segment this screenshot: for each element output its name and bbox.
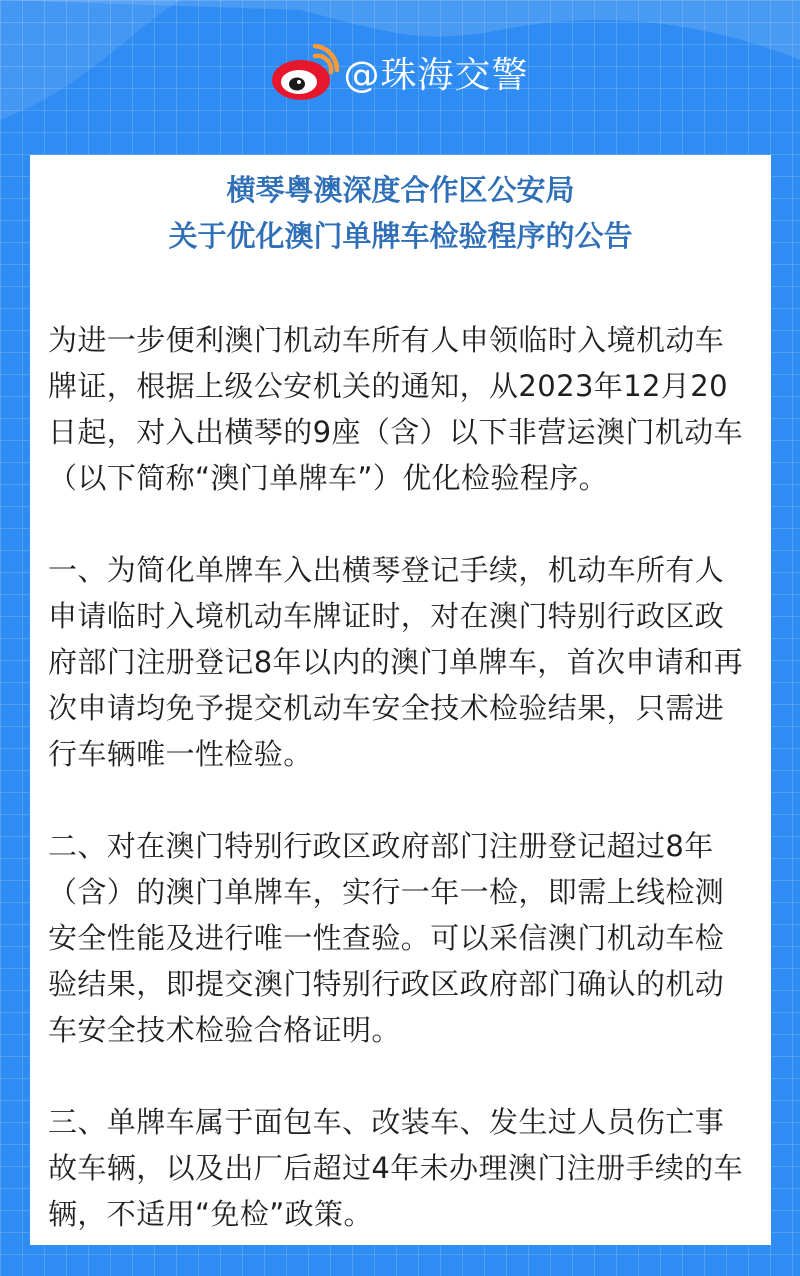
- paragraph-item-1: 一、为简化单牌车入出横琴登记手续，机动车所有人申请临时入境机动车牌证时，对在澳门特别行政区政府部门注册登记8年以内的澳门单牌车，首次申请和再次申请均免予提交机动车安全技术检验结果，只需进行车辆唯一性检验。: [48, 553, 744, 771]
- notice-body: [30, 317, 771, 1237]
- title-line-2: 关于优化澳门单牌车检验程序的公告: [168, 219, 633, 253]
- notice-title: [30, 167, 771, 259]
- weibo-logo-icon: [271, 42, 339, 102]
- paragraph-item-3: 三、单牌车属于面包车、改装车、发生过人员伤亡事故车辆，以及出厂后超过4年未办理澳门注册手续的车辆，不适用“免检”政策。: [48, 1105, 744, 1231]
- paragraph-intro: 为进一步便利澳门机动车所有人申领临时入境机动车牌证，根据上级公安机关的通知，从2023年12月20日起，对入出横琴的9座（含）以下非营运澳门机动车（以下简称“澳门单牌车”）优化检验程序。: [48, 323, 744, 495]
- paragraph-item-2: 二、对在澳门特别行政区政府部门注册登记超过8年（含）的澳门单牌车，实行一年一检，即需上线检测安全性能及进行唯一性查验。可以采信澳门机动车检验结果，即提交澳门特别行政区政府部门确认的机动车安全技术检验合格证明。: [48, 829, 725, 1047]
- title-line-1: 横琴粤澳深度合作区公安局: [226, 173, 575, 207]
- header: [0, 40, 800, 104]
- account-name: @珠海交警: [343, 54, 529, 96]
- notice-card: [30, 155, 771, 1245]
